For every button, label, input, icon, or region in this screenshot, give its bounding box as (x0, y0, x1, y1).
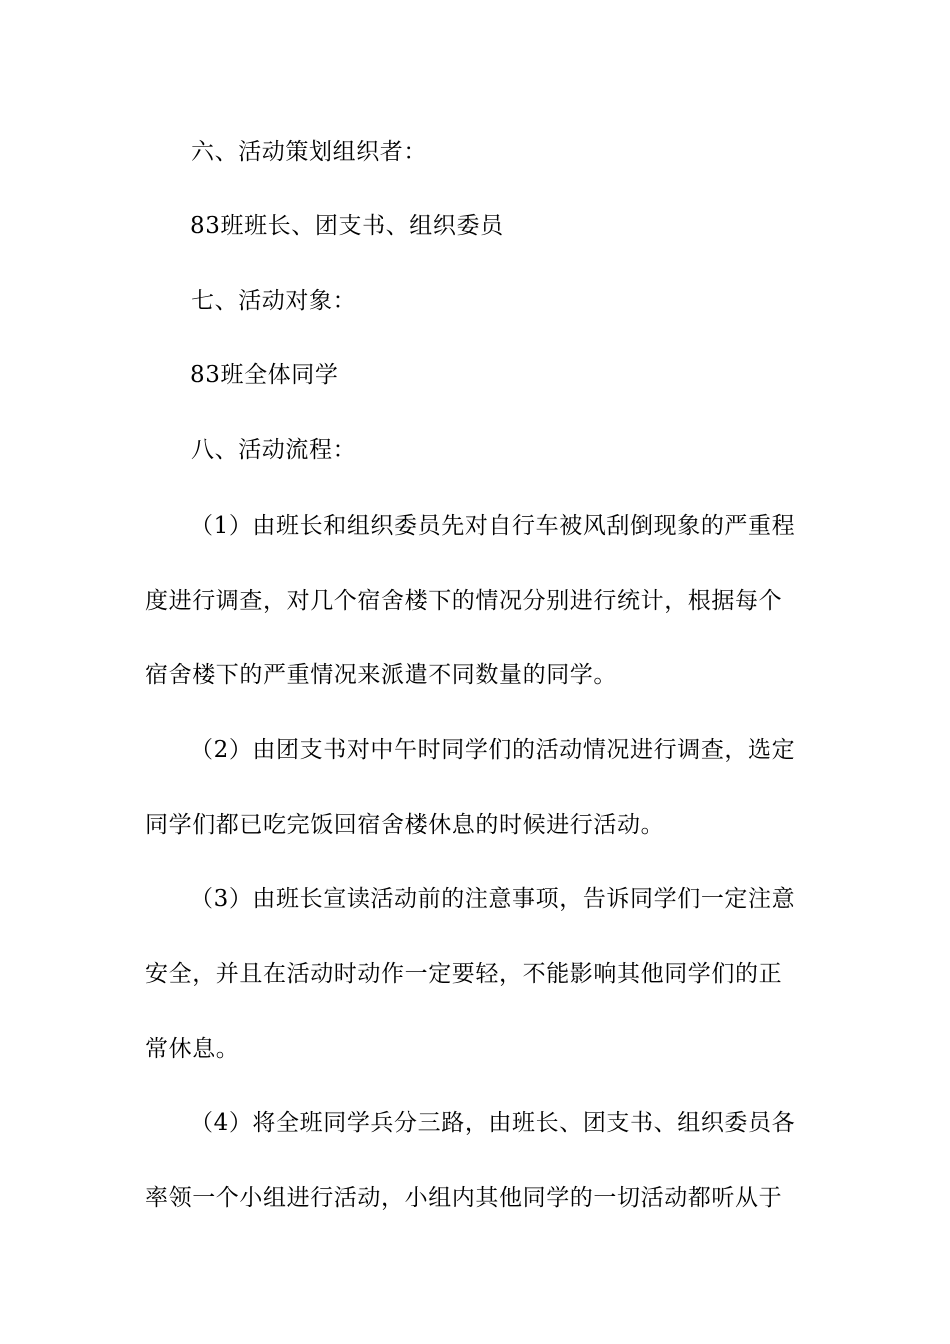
paragraph-step4-line1: （4）将全班同学兵分三路，由班长、团支书、组织委员各 (190, 1110, 796, 1136)
paragraph-step3-line2: 安全，并且在活动时动作一定要轻，不能影响其他同学们的正 (145, 961, 783, 987)
paragraph-step1-line2: 度进行调查，对几个宿舍楼下的情况分别进行统计，根据每个 (145, 588, 783, 614)
paragraph-step3-line1: （3）由班长宣读活动前的注意事项，告诉同学们一定注意 (190, 886, 796, 912)
paragraph-step2-line2: 同学们都已吃完饭回宿舍楼休息的时候进行活动。 (145, 812, 665, 838)
paragraph-step3-line3: 常休息。 (145, 1036, 240, 1062)
section-heading-process: 八、活动流程： (191, 437, 357, 463)
paragraph-target: 83班全体同学 (190, 362, 339, 388)
paragraph-organizer: 83班班长、团支书、组织委员 (190, 213, 504, 239)
paragraph-step4-line2: 率领一个小组进行活动，小组内其他同学的一切活动都听从于 (145, 1185, 783, 1211)
section-heading-target: 七、活动对象： (191, 288, 357, 314)
paragraph-step2-line1: （2）由团支书对中午时同学们的活动情况进行调查，选定 (190, 737, 796, 763)
paragraph-step1-line1: （1）由班长和组织委员先对自行车被风刮倒现象的严重程 (190, 513, 796, 539)
section-heading-organizer: 六、活动策划组织者： (191, 139, 427, 165)
paragraph-step1-line3: 宿舍楼下的严重情况来派遣不同数量的同学。 (145, 662, 617, 688)
